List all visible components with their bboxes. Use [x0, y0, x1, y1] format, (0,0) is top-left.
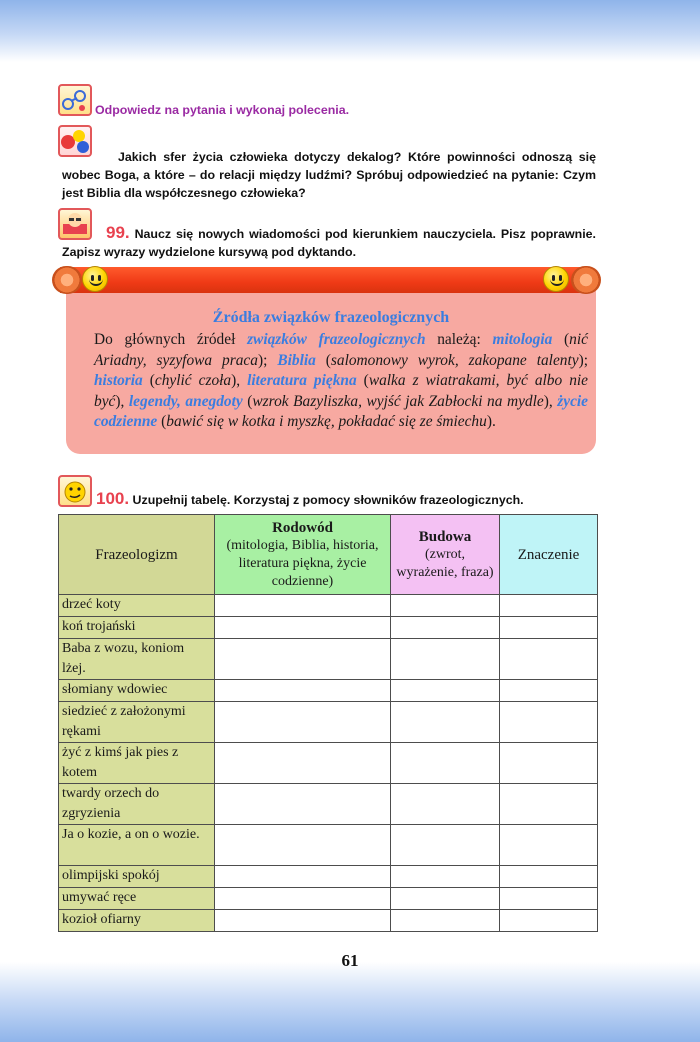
page-number: 61 — [341, 951, 359, 970]
budowa-cell[interactable] — [391, 702, 500, 743]
phrase-cell: twardy orzech do zgryzienia — [59, 784, 215, 825]
header-znaczenie: Znaczenie — [500, 515, 598, 595]
table-row — [59, 680, 598, 702]
znaczenie-cell[interactable] — [500, 595, 598, 617]
table-row — [59, 595, 598, 617]
table-row — [59, 617, 598, 639]
header-budowa — [391, 515, 500, 595]
info-term: mitologia — [492, 331, 553, 348]
smiley-icon-left — [82, 266, 108, 292]
ex100-text — [96, 489, 524, 509]
budowa-cell[interactable] — [391, 866, 500, 888]
rodowod-cell[interactable] — [215, 888, 391, 910]
phrase-cell: olimpijski spokój — [59, 866, 215, 888]
table-row — [59, 702, 598, 743]
znaczenie-cell[interactable] — [500, 888, 598, 910]
info-text: ); — [578, 351, 588, 369]
phrase-cell: siedzieć z założonymi rękami — [59, 702, 215, 743]
info-text: ( — [552, 331, 570, 348]
header-rodowod — [215, 515, 391, 595]
table-row — [59, 888, 598, 910]
info-example: nić Ariadny, syzyfowa praca — [94, 331, 588, 369]
intro-heading: Odpowiedz na pytania i wykonaj polecenia. — [95, 103, 350, 117]
scroll-curl-left — [52, 266, 82, 294]
table-row — [59, 910, 598, 932]
phrase-cell: kozioł ofiarny — [59, 910, 215, 932]
info-text: ), — [231, 372, 248, 389]
znaczenie-cell[interactable] — [500, 825, 598, 866]
phrase-cell: żyć z kimś jak pies z kotem — [59, 743, 215, 784]
header-rodowod-title: Rodowód — [272, 519, 333, 536]
info-title: Źródła związków frazeologicznych — [212, 309, 450, 326]
rodowod-cell[interactable] — [215, 680, 391, 702]
info-text: ); — [257, 351, 278, 369]
info-text: ( — [142, 372, 155, 389]
rodowod-cell[interactable] — [215, 784, 391, 825]
info-example: walka z wiatrakami, być albo nie być — [94, 372, 588, 410]
znaczenie-cell[interactable] — [500, 866, 598, 888]
info-text: Do głównych źródeł — [94, 331, 248, 348]
info-term: literatura piękna — [247, 372, 357, 389]
rodowod-cell[interactable] — [215, 743, 391, 784]
table-row — [59, 866, 598, 888]
phrase-cell: drzeć koty — [59, 595, 215, 617]
ex99-text — [62, 224, 596, 261]
info-text: ). — [486, 413, 496, 430]
budowa-cell[interactable] — [391, 617, 500, 639]
scroll-curl-right — [571, 266, 601, 294]
rodowod-cell[interactable] — [215, 910, 391, 932]
znaczenie-cell[interactable] — [500, 639, 598, 680]
phrase-cell: koń trojański — [59, 617, 215, 639]
budowa-cell[interactable] — [391, 680, 500, 702]
phrase-cell: umywać ręce — [59, 888, 215, 910]
znaczenie-cell[interactable] — [500, 680, 598, 702]
budowa-cell[interactable] — [391, 910, 500, 932]
info-text: ), — [543, 392, 558, 410]
bottom-gradient-band — [0, 962, 700, 1042]
info-term: związków frazeologicznych — [247, 331, 426, 348]
info-term: historia — [94, 372, 143, 389]
budowa-cell[interactable] — [391, 888, 500, 910]
table-row — [59, 639, 598, 680]
rodowod-cell[interactable] — [215, 639, 391, 680]
rodowod-cell[interactable] — [215, 702, 391, 743]
smiley-icon-right — [543, 266, 569, 292]
znaczenie-cell[interactable] — [500, 743, 598, 784]
phrase-cell: słomiany wdowiec — [59, 680, 215, 702]
info-term: legendy, anegdoty — [128, 392, 243, 410]
znaczenie-cell[interactable] — [500, 784, 598, 825]
budowa-cell[interactable] — [391, 784, 500, 825]
phrase-cell: Ja o kozie, a on o wozie. — [59, 825, 215, 866]
znaczenie-cell[interactable] — [500, 702, 598, 743]
info-term: Biblia — [277, 351, 316, 369]
budowa-cell[interactable] — [391, 595, 500, 617]
phrase-cell: Baba z wozu, koniom lżej. — [59, 639, 215, 680]
info-text: należą: — [425, 331, 493, 348]
info-example: chylić czoła — [154, 372, 232, 389]
table-row — [59, 825, 598, 866]
rodowod-cell[interactable] — [215, 595, 391, 617]
info-body — [94, 330, 588, 433]
table-row — [59, 784, 598, 825]
header-rodowod-sub: (mitologia, Biblia, historia, literatura piękna, życie codzienne) — [226, 537, 379, 589]
info-text: ( — [315, 351, 331, 369]
top-gradient-band — [0, 0, 700, 62]
budowa-cell[interactable] — [391, 825, 500, 866]
info-example: salomonowy wyrok, zakopane talenty — [330, 351, 579, 369]
rodowod-cell[interactable] — [215, 866, 391, 888]
info-example: wzrok Bazyliszka, wyjść jak Zabłocki na mydle — [252, 392, 544, 410]
rodowod-cell[interactable] — [215, 617, 391, 639]
ex100-number: 100. — [96, 489, 130, 508]
ex100-instruction: Uzupełnij tabelę. Korzystaj z pomocy słowników frazeologicznych. — [132, 493, 524, 507]
molecule-icon — [58, 84, 92, 116]
info-text: ( — [157, 413, 167, 430]
info-text: ( — [242, 392, 253, 410]
table-row — [59, 743, 598, 784]
znaczenie-cell[interactable] — [500, 910, 598, 932]
header-budowa-sub: (zwrot, wyrażenie, fraza) — [396, 546, 494, 580]
budowa-cell[interactable] — [391, 743, 500, 784]
budowa-cell[interactable] — [391, 639, 500, 680]
znaczenie-cell[interactable] — [500, 617, 598, 639]
info-example: bawić się w kotka i myszkę, pokładać się ze śmiechu — [166, 413, 487, 430]
header-budowa-title: Budowa — [418, 528, 472, 545]
thinking-face-icon — [58, 475, 92, 507]
info-text: ), — [115, 392, 129, 410]
scroll-banner — [60, 267, 590, 293]
info-term: życie codzienne — [94, 392, 589, 430]
header-frazeologizm: Frazeologizm — [59, 515, 215, 595]
phraseology-table — [58, 514, 598, 932]
ex99-instruction: Naucz się nowych wiadomości pod kierunkiem nauczyciela. Pisz poprawnie. Zapisz wyrazy wydzielone kursywą pod dyktando. — [62, 227, 596, 259]
info-text: ( — [356, 372, 369, 389]
ex99-number: 99. — [106, 223, 130, 242]
rodowod-cell[interactable] — [215, 825, 391, 866]
intro-question: Jakich sfer życia człowieka dotyczy dekalog? Które powinności odnoszą się wobec Boga, a które – do relacji między ludźmi? Spróbuj odpowiedzieć na pytanie: Czym jest Biblia dla współczesnego człowieka? — [62, 150, 596, 200]
